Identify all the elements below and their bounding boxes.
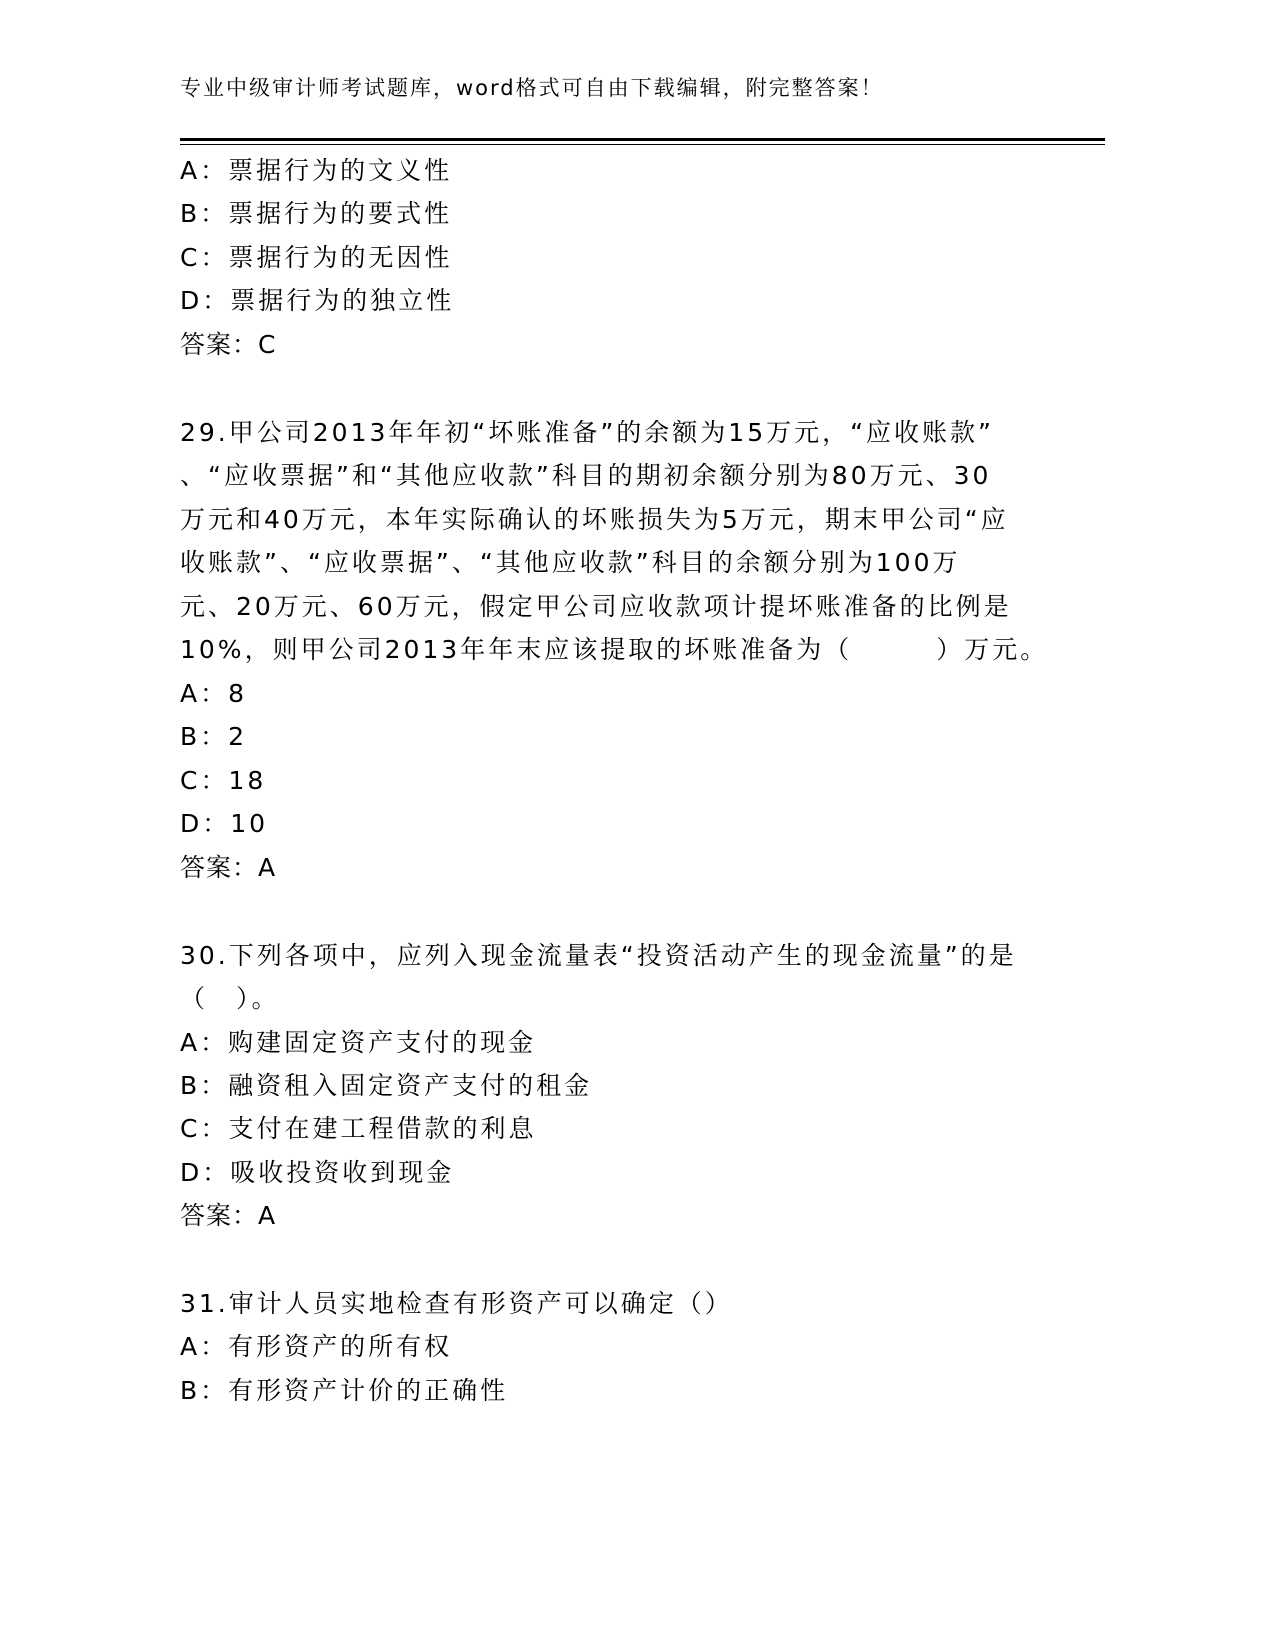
option-b: B：2 [180, 722, 248, 751]
question-text-line: 30.下列各项中，应列入现金流量表“投资活动产生的现金流量”的是 [180, 941, 1017, 970]
answer: 答案：A [180, 853, 277, 882]
question-text-line: 10%，则甲公司2013年年末应该提取的坏账准备为（ ）万元。 [180, 635, 1049, 664]
question-text-line: 收账款”、“应收票据”、“其他应收款”科目的余额分别为100万 [180, 548, 961, 577]
question-text-line: 万元和40万元，本年实际确认的坏账损失为5万元，期末甲公司“应 [180, 505, 1009, 534]
option-d: D：10 [180, 809, 269, 838]
option-b: B：票据行为的要式性 [180, 199, 453, 228]
option-a: A：购建固定资产支付的现金 [180, 1028, 537, 1057]
option-b: B：有形资产计价的正确性 [180, 1376, 509, 1405]
option-d: D：票据行为的独立性 [180, 286, 455, 315]
answer: 答案：C [180, 330, 277, 359]
option-c: C：票据行为的无因性 [180, 243, 453, 272]
option-c: C：支付在建工程借款的利息 [180, 1114, 537, 1143]
question-text-line: 、“应收票据”和“其他应收款”科目的期初余额分别为80万元、30 [180, 461, 992, 490]
option-c: C：18 [180, 766, 267, 795]
header-rule-thin [180, 144, 1105, 145]
option-a: A：票据行为的文义性 [180, 156, 453, 185]
question-text-line: 31.审计人员实地检查有形资产可以确定（） [180, 1289, 733, 1318]
header-rule-thick [180, 138, 1105, 141]
question-text-line: （ ）。 [180, 984, 280, 1013]
question-text-line: 元、20万元、60万元，假定甲公司应收款项计提坏账准备的比例是 [180, 592, 1012, 621]
option-b: B：融资租入固定资产支付的租金 [180, 1071, 593, 1100]
question-text-line: 29.甲公司2013年年初“坏账准备”的余额为15万元，“应收账款” [180, 418, 995, 447]
answer: 答案：A [180, 1201, 277, 1230]
option-a: A：8 [180, 679, 248, 708]
option-d: D：吸收投资收到现金 [180, 1158, 455, 1187]
header-text: 专业中级审计师考试题库，word格式可自由下载编辑，附完整答案！ [180, 76, 884, 100]
option-a: A：有形资产的所有权 [180, 1332, 453, 1361]
